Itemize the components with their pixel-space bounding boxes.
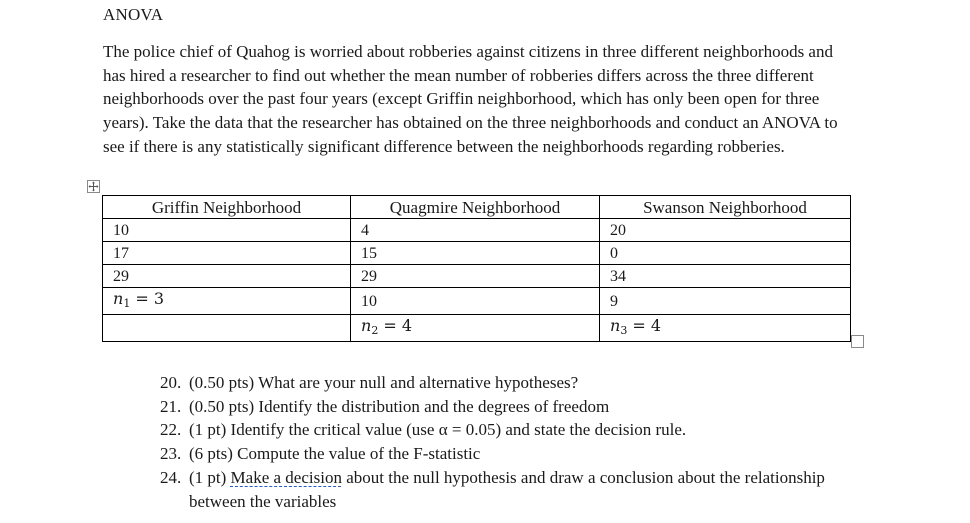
problem-paragraph: The police chief of Quahog is worried about robberies against citizens in three different neighborhoods and has hired a researcher to find out whether the mean number of robberies differs across the three different neighborhoods over the past four years (except Griffin neighborhood, which has only been open for three years). Take the data that the researcher has obtained on the three neighborhoods and conduct an ANOVA to see if there is any statistically significant difference between the neighborhoods regarding robberies.	[103, 42, 838, 156]
list-item	[160, 418, 830, 442]
table-row	[103, 265, 851, 288]
list-item	[160, 395, 830, 419]
question-number: 21.	[160, 396, 182, 416]
question-text: (0.50 pts) What are your null and alternative hypotheses?	[189, 373, 579, 392]
table-row	[103, 315, 851, 342]
question-number: 22.	[160, 420, 182, 440]
table-row	[103, 288, 851, 315]
question-number: 24.	[160, 467, 182, 487]
swanson-cell: 0	[600, 242, 851, 265]
grammar-suggestion[interactable]: Make a decision	[230, 467, 342, 487]
swanson-cell: 20	[600, 219, 851, 242]
table-row	[103, 242, 851, 265]
question-list	[160, 371, 830, 513]
quagmire-cell: 10	[351, 288, 600, 315]
swanson-cell: 9	[600, 288, 851, 315]
question-text: (1 pt) Identify the critical value (use α = 0.05) and state the decision rule.	[189, 420, 687, 440]
question-text: (0.50 pts) Identify the distribution and the degrees of freedom	[189, 396, 610, 416]
question-number: 20.	[160, 373, 182, 392]
robbery-data-table	[102, 195, 851, 342]
document-heading: ANOVA	[103, 5, 164, 24]
question-text: (1 pt) Make a decision about the null hypothesis and draw a conclusion about the relationship between the variables	[189, 467, 825, 511]
list-item	[160, 371, 830, 395]
swanson-sample-size: $n_3 = 4$	[600, 315, 851, 342]
question-number: 23.	[160, 444, 182, 464]
quagmire-cell: 29	[351, 265, 600, 288]
list-item	[160, 442, 830, 466]
header-quagmire: Quagmire Neighborhood	[351, 196, 600, 219]
table-row	[103, 219, 851, 242]
griffin-cell: 29	[103, 265, 351, 288]
quagmire-cell: 15	[351, 242, 600, 265]
griffin-cell: 17	[103, 242, 351, 265]
list-item	[160, 466, 830, 513]
swanson-cell: 34	[600, 265, 851, 288]
table-move-handle-icon[interactable]	[87, 180, 100, 193]
table-header-row	[103, 196, 851, 219]
griffin-sample-size: $n_1 = 3$	[103, 288, 351, 315]
quagmire-cell: 4	[351, 219, 600, 242]
table-resize-handle-icon[interactable]	[851, 335, 864, 348]
header-griffin: Griffin Neighborhood	[103, 196, 351, 219]
quagmire-sample-size: $n_2 = 4$	[351, 315, 600, 342]
empty-cell	[103, 315, 351, 342]
question-text: (6 pts) Compute the value of the F-statistic	[189, 444, 481, 464]
header-swanson: Swanson Neighborhood	[600, 196, 851, 219]
griffin-cell: 10	[103, 219, 351, 242]
